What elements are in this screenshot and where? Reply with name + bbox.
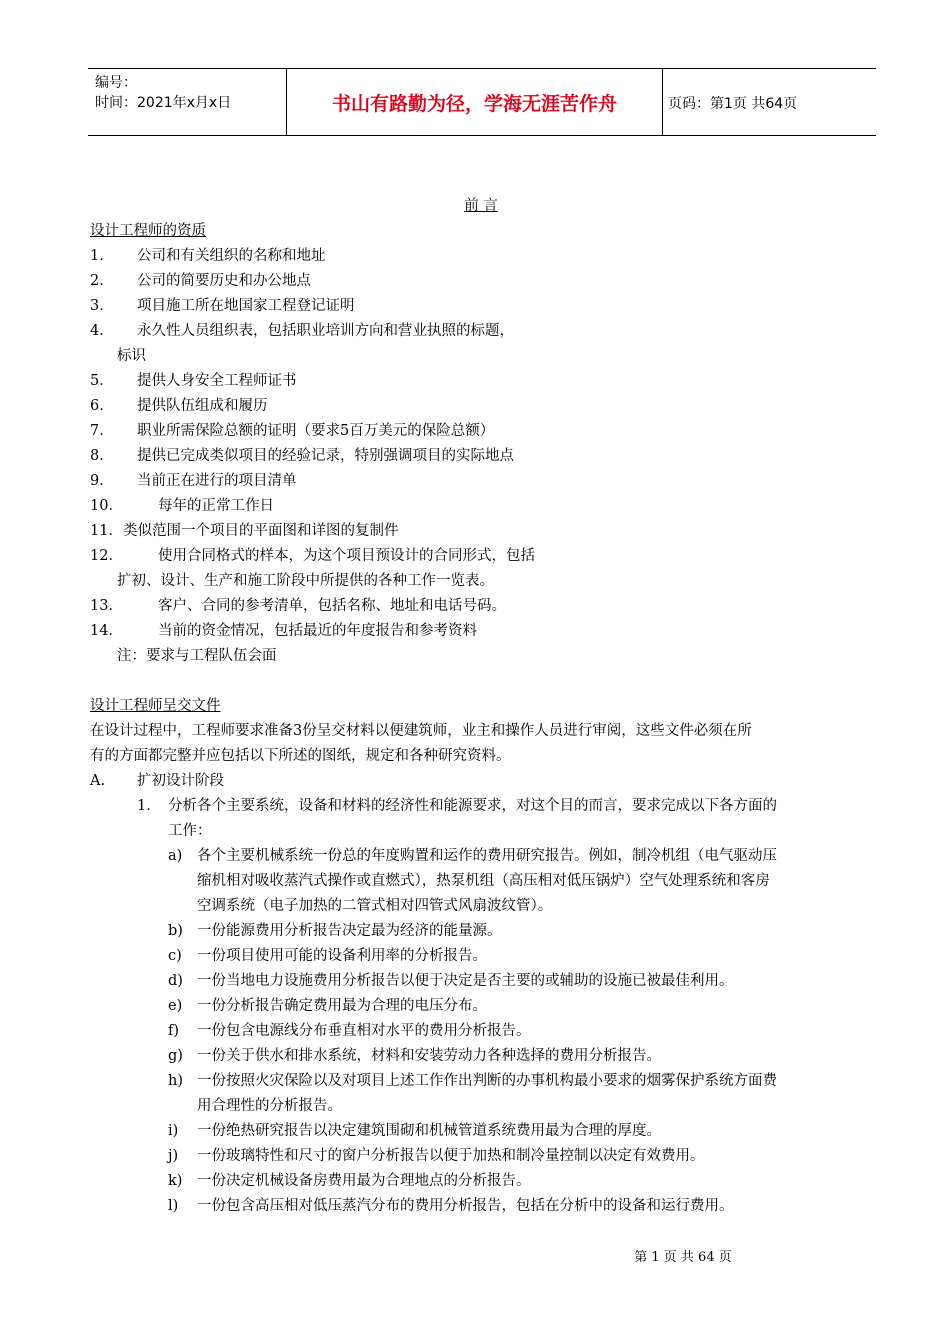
sub-item-text: 空调系统（电子加热的二管式相对四管式风扇波纹管）。	[197, 898, 553, 914]
sub-item-text: 用合理性的分析报告。	[197, 1098, 342, 1114]
step-text: 工作：	[168, 823, 212, 839]
list-item-number: 10．	[90, 498, 123, 514]
list-item-text: 每年的正常工作日	[158, 498, 274, 514]
sub-item-text: 一份项目使用可能的设备利用率的分析报告。	[197, 948, 487, 964]
step-number: 1．	[137, 798, 161, 814]
list-item-number: 13．	[90, 598, 123, 614]
list-item-continuation: 扩初、设计、生产和施工阶段中所提供的各种工作一览表。	[117, 573, 494, 589]
list-item-number: 2．	[90, 273, 114, 289]
sub-item-text: 一份玻璃特性和尺寸的窗户分析报告以便于加热和制冷量控制以决定有效费用。	[197, 1148, 705, 1164]
preface-title: 前 言	[464, 198, 498, 214]
sub-item-letter: e)	[168, 998, 183, 1014]
list-item-number: 7．	[90, 423, 114, 439]
list-item-number: 9．	[90, 473, 114, 489]
list-item-text: 类似范围一个项目的平面图和详图的复制件	[123, 523, 399, 539]
sub-item-text: 一份分析报告确定费用最为合理的电压分布。	[197, 998, 487, 1014]
list-item-number: 6．	[90, 398, 114, 414]
list-item-text: 使用合同格式的样本，为这个项目预设计的合同形式，包括	[158, 548, 535, 564]
list-item-number: 12．	[90, 548, 123, 564]
sub-item-text: 一份包含电源线分布垂直相对水平的费用分析报告。	[197, 1023, 531, 1039]
phase-letter: A.	[90, 773, 106, 789]
sub-item-letter: j)	[168, 1148, 179, 1164]
section-title: 设计工程师呈交文件	[90, 698, 221, 714]
sub-item-letter: c)	[168, 948, 182, 964]
sub-item-text: 一份能源费用分析报告决定最为经济的能量源。	[197, 923, 502, 939]
motto: 书山有路勤为径，学海无涯苦作舟	[286, 69, 663, 135]
sub-item-text: 一份绝热研究报告以决定建筑围砌和机械管道系统费用最为合理的厚度。	[197, 1123, 661, 1139]
list-item-number: 4．	[90, 323, 114, 339]
document-header	[88, 68, 876, 136]
list-item-number: 3．	[90, 298, 114, 314]
sub-item-text: 一份包含高压相对低压蒸汽分布的费用分析报告，包括在分析中的设备和运行费用。	[197, 1198, 734, 1214]
sub-item-letter: l)	[168, 1198, 179, 1214]
step-text: 分析各个主要系统，设备和材料的经济性和能源要求，对这个目的而言，要求完成以下各方面的	[168, 798, 777, 814]
list-item-text: 提供队伍组成和履历	[137, 398, 268, 414]
list-item-text: 公司和有关组织的名称和地址	[137, 248, 326, 264]
list-item-text: 永久性人员组织表，包括职业培训方向和营业执照的标题，	[137, 323, 514, 339]
list-item-text: 提供人身安全工程师证书	[137, 373, 297, 389]
sub-item-letter: b)	[168, 923, 183, 939]
sub-item-letter: i)	[168, 1123, 179, 1139]
sub-item-text: 一份决定机械设备房费用最为合理地点的分析报告。	[197, 1173, 531, 1189]
list-item-continuation: 标识	[117, 348, 146, 364]
sub-item-text: 一份关于供水和排水系统，材料和安装劳动力各种选择的费用分析报告。	[197, 1048, 661, 1064]
sub-item-text: 缩机相对吸收蒸汽式操作或直燃式），热泵机组（高压相对低压锅炉）空气处理系统和客房	[197, 873, 770, 889]
list-item-text: 提供已完成类似项目的经验记录，特别强调项目的实际地点	[137, 448, 514, 464]
list-item-text: 职业所需保险总额的证明（要求5百万美元的保险总额）	[137, 423, 495, 439]
sub-item-letter: f)	[168, 1023, 180, 1039]
page-footer: 第 1 页 共 64 页	[634, 1250, 732, 1265]
section-title: 设计工程师的资质	[90, 223, 206, 239]
sub-item-letter: g)	[168, 1048, 183, 1064]
sub-item-letter: d)	[168, 973, 183, 989]
note-text: 注：要求与工程队伍会面	[117, 648, 277, 664]
sub-item-letter: h)	[168, 1073, 183, 1089]
list-item-number: 14．	[90, 623, 123, 639]
list-item-text: 公司的简要历史和办公地点	[137, 273, 311, 289]
sub-item-letter: a)	[168, 848, 183, 864]
number-label: 编号：	[95, 75, 137, 91]
intro-line: 有的方面都完整并应包括以下所述的图纸，规定和各种研究资料。	[90, 748, 511, 764]
list-item-number: 5．	[90, 373, 114, 389]
phase-title: 扩初设计阶段	[137, 773, 224, 789]
list-item-number: 1．	[90, 248, 114, 264]
sub-item-letter: k)	[168, 1173, 183, 1189]
intro-line: 在设计过程中，工程师要求准备3份呈交材料以便建筑师，业主和操作人员进行审阅，这些文件必须在所	[90, 723, 752, 739]
time-label: 时间：2021年x月x日	[95, 95, 232, 111]
list-item-text: 当前正在进行的项目清单	[137, 473, 297, 489]
list-item-text: 项目施工所在地国家工程登记证明	[137, 298, 355, 314]
list-item-text: 当前的资金情况，包括最近的年度报告和参考资料	[158, 623, 477, 639]
sub-item-text: 一份按照火灾保险以及对项目上述工作作出判断的办事机构最小要求的烟雾保护系统方面费	[197, 1073, 777, 1089]
sub-item-text: 各个主要机械系统一份总的年度购置和运作的费用研究报告。例如，制冷机组（电气驱动压	[197, 848, 777, 864]
list-item-text: 客户、合同的参考清单，包括名称、地址和电话号码。	[158, 598, 506, 614]
sub-item-text: 一份当地电力设施费用分析报告以便于决定是否主要的或辅助的设施已被最佳利用。	[197, 973, 734, 989]
list-item-number: 8．	[90, 448, 114, 464]
header-meta	[95, 73, 231, 113]
list-item-number: 11．	[90, 523, 123, 539]
page-info: 页码：第1页 共64页	[668, 96, 798, 112]
